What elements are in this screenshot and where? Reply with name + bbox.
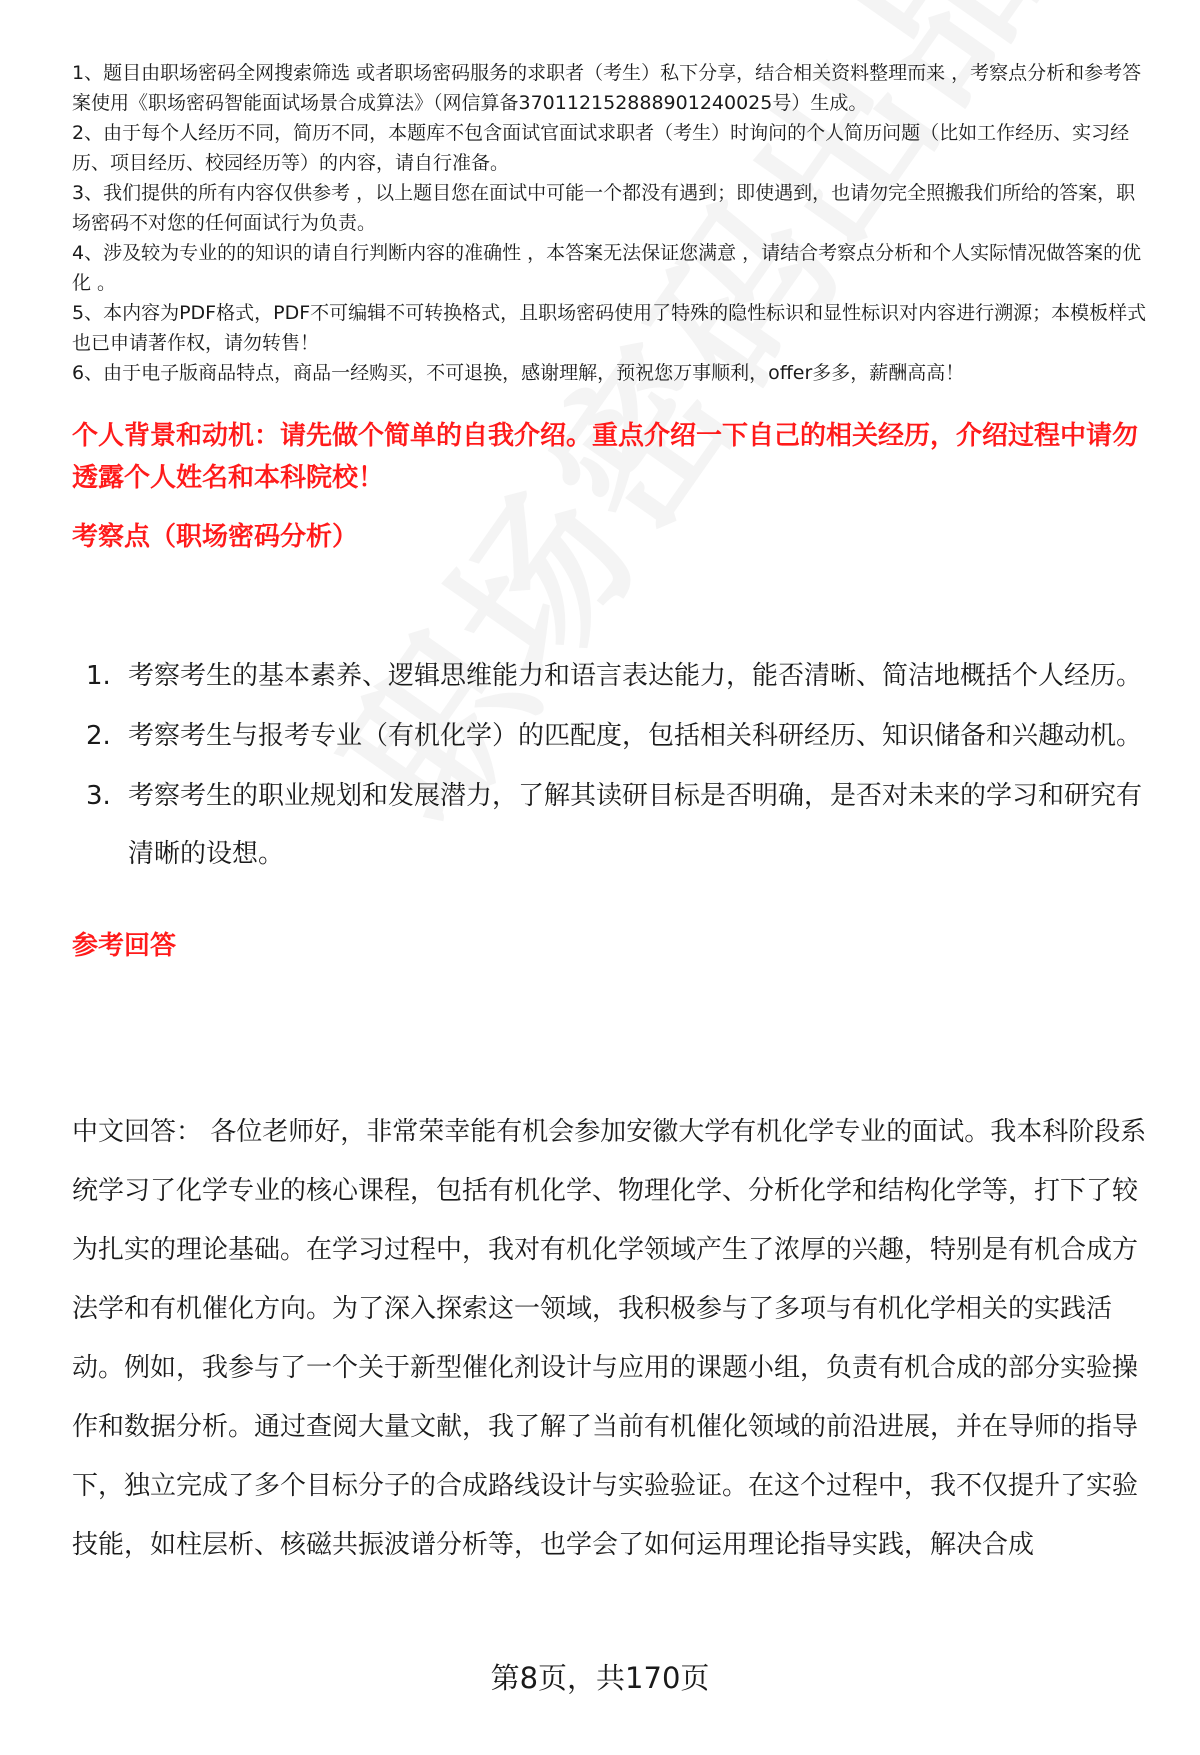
- note-item: 4、涉及较为专业的的知识的请自行判断内容的准确性 ，本答案无法保证您满意 ，请结合考察点分析和个人实际情况做答案的优化 。: [72, 242, 1142, 294]
- list-item-number: 2.: [86, 721, 111, 751]
- list-item-text: 考察考生的基本素养、逻辑思维能力和语言表达能力，能否清晰、简洁地概括个人经历。: [128, 661, 1143, 691]
- answer-text: 中文回答： 各位老师好，非常荣幸能有机会参加安徽大学有机化学专业的面试。我本科阶段系统学习了化学专业的核心课程，包括有机化学、物理化学、分析化学和结构化学等，打下了较为扎实的理论基础。在学习过程中，我对有机化学领域产生了浓厚的兴趣，特别是有机合成方法学和有机催化方向。为了深入探索这一领域，我积极参与了多项与有机化学相关的实践活动。例如，我参与了一个关于新型催化剂设计与应用的课题小组，负责有机合成的部分实验操作和数据分析。通过查阅大量文献，我了解了当前有机催化领域的前沿进展，并在导师的指导下，独立完成了多个目标分子的合成路线设计与实验验证。在这个过程中，我不仅提升了实验技能，如柱层析、核磁共振波谱分析等，也学会了如何运用理论指导实践，解决合成: [72, 1117, 1147, 1560]
- points-list: [72, 647, 1152, 885]
- disclaimer-notes: [72, 58, 1152, 388]
- note-item: 3、我们提供的所有内容仅供参考 ，以上题目您在面试中可能一个都没有遇到；即使遇到，也请勿完全照搬我们所给的答案，职场密码不对您的任何面试行为负责。: [72, 182, 1136, 234]
- list-item: [72, 707, 1152, 765]
- points-heading: 考察点（职场密码分析）: [72, 522, 359, 552]
- list-item: [72, 647, 1152, 705]
- list-item-number: 3.: [86, 781, 111, 811]
- note-item: 2、由于每个人经历不同，简历不同，本题库不包含面试官面试求职者（考生）时询问的个人简历问题（比如工作经历、实习经历、项目经历、校园经历等）的内容，请自行准备。: [72, 122, 1130, 174]
- list-item-number: 1.: [86, 661, 111, 691]
- list-item-text: 考察考生与报考专业（有机化学）的匹配度，包括相关科研经历、知识储备和兴趣动机。: [128, 721, 1143, 751]
- answer-heading: 参考回答: [72, 931, 177, 961]
- note-item: 6、由于电子版商品特点，商品一经购买，不可退换，感谢理解，预祝您万事顺利，offer多多，薪酬高高！: [72, 362, 965, 384]
- note-item: 5、本内容为PDF格式，PDF不可编辑不可转换格式，且职场密码使用了特殊的隐性标识和显性标识对内容进行溯源；本模板样式也已申请著作权，请勿转售！: [72, 302, 1147, 354]
- list-item: [72, 767, 1152, 883]
- page-number: 第8页，共170页: [490, 1661, 710, 1695]
- list-item-text: 考察考生的职业规划和发展潜力，了解其读研目标是否明确，是否对未来的学习和研究有清晰的设想。: [128, 781, 1143, 869]
- question-heading: 个人背景和动机：请先做个简单的自我介绍。重点介绍一下自己的相关经历，介绍过程中请勿透露个人姓名和本科院校！: [72, 421, 1139, 493]
- note-item: 1、题目由职场密码全网搜索筛选 或者职场密码服务的求职者（考生）私下分享，结合相关资料整理而来 ，考察点分析和参考答案使用《职场密码智能面试场景合成算法》（网信算备370112152888901240025号）生成。: [72, 62, 1142, 114]
